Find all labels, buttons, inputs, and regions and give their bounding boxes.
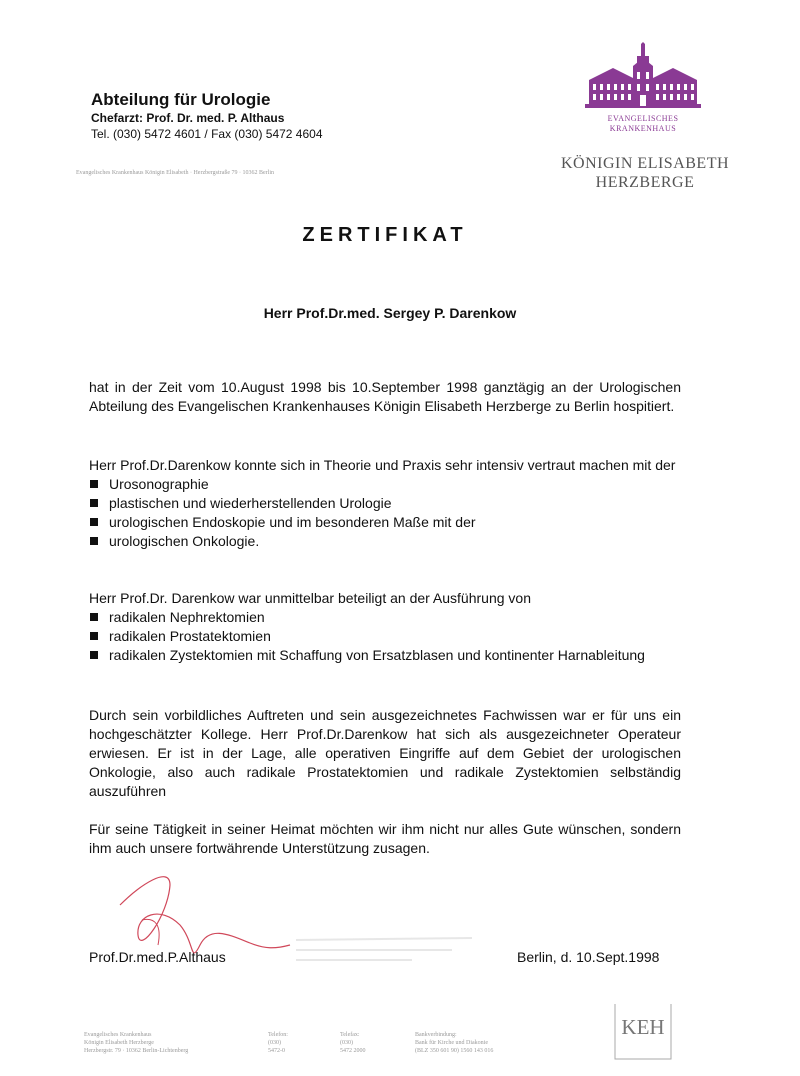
footer-telephone [268,1031,288,1055]
footer-text: Evangelisches Krankenhaus [84,1032,152,1038]
phone-fax: Tel. (030) 5472 4601 / Fax (030) 5472 4604 [91,127,323,141]
paragraph-3-intro: Herr Prof.Dr. Darenkow war unmittelbar beteiligt an der Ausführung von [89,590,531,606]
footer-address [84,1031,188,1055]
footer-text: Telefax: [340,1032,360,1038]
hospital-building-icon [583,42,703,112]
operations-list [89,608,681,665]
footer-text: Königin Elisabeth Herzberge [84,1040,154,1046]
logo-subtitle-2: KRANKENHAUS [609,124,677,133]
recipient-name: Herr Prof.Dr.med. Sergey P. Darenkow [263,305,517,321]
department-title: Abteilung für Urologie [91,90,271,109]
footer-text: (BLZ 350 601 90) 1560 143 016 [415,1048,494,1054]
list-item: Urosonographie [89,475,681,494]
list-item: radikalen Nephrektomien [89,608,681,627]
list-item: radikalen Zystektomien mit Schaffung von Ersatzblasen und kontinenter Harnableitung [89,646,681,665]
certificate-heading: ZERTIFIKAT [302,224,468,246]
paragraph-4-text: Durch sein vorbildliches Auftreten und sein ausgezeichnetes Fachwissen war er für uns ein hochgeschätzter Kollege. Herr Prof.Dr.Darenkow hat sich als ausgezeichneter Operateur erwiesen. Er ist in der Lage, alle operativen Eingriffe auf dem Gebiet der urologischen Onkologie, also auch radikale Prostatektomien und radikale Zystektomien selbständig auszuführen [89,707,681,799]
place-and-date: Berlin, d. 10.Sept.1998 [517,949,660,965]
footer-telefax [340,1031,366,1055]
footer-bank [415,1031,493,1055]
footer-text: 5472 2000 [340,1048,366,1054]
footer-text: Bank für Kirche und Diakonie [415,1040,488,1046]
skills-list [89,475,681,551]
faded-stamp-icon [292,932,482,966]
footer-text: 5472-0 [268,1048,285,1054]
footer-text: Herzbergstr. 79 · 10362 Berlin-Lichtenberg [84,1048,189,1054]
paragraph-3 [89,589,681,665]
footer-text: Bankverbindung: [415,1032,457,1038]
paragraph-5 [89,820,681,858]
footer-text: (030) [340,1040,353,1046]
hospital-name-line-1: KÖNIGIN ELISABETH [560,155,730,172]
list-item: urologischen Endoskopie und im besonderen Maße mit der [89,513,681,532]
handwritten-signature [100,865,300,985]
keh-logo: KEH [621,1015,665,1039]
footer-text: (030) [268,1040,281,1046]
paragraph-4 [89,706,681,801]
paragraph-1 [89,378,681,416]
list-item: plastischen und wiederherstellenden Urologie [89,494,681,513]
hospital-name [540,154,750,192]
footer-text: Telefon: [268,1032,288,1038]
hospital-logo [583,42,703,138]
logo-subtitle-1: EVANGELISCHES [607,114,679,123]
paragraph-1-text: hat in der Zeit vom 10.August 1998 bis 10.September 1998 ganztägig an der Urologischen Abteilung des Evangelischen Krankenhauses Königin Elisabeth Herzberge zu Berlin hospitiert. [89,379,681,414]
list-item: radikalen Prostatektomien [89,627,681,646]
sender-address-line: Evangelisches Krankenhaus Königin Elisabeth · Herzbergstraße 79 · 10362 Berlin [76,170,274,176]
paragraph-2 [89,456,681,551]
paragraph-2-intro: Herr Prof.Dr.Darenkow konnte sich in Theorie und Praxis sehr intensiv vertraut machen mit der [89,457,676,473]
chief-physician: Chefarzt: Prof. Dr. med. P. Althaus [91,111,285,125]
signatory-name: Prof.Dr.med.P.Althaus [89,949,226,965]
list-item: urologischen Onkologie. [89,532,681,551]
paragraph-5-text: Für seine Tätigkeit in seiner Heimat möchten wir ihm nicht nur alles Gute wünschen, sondern ihm auch unsere fortwährende Unterstützung zusagen. [89,821,681,856]
hospital-name-line-2: HERZBERGE [595,174,695,191]
